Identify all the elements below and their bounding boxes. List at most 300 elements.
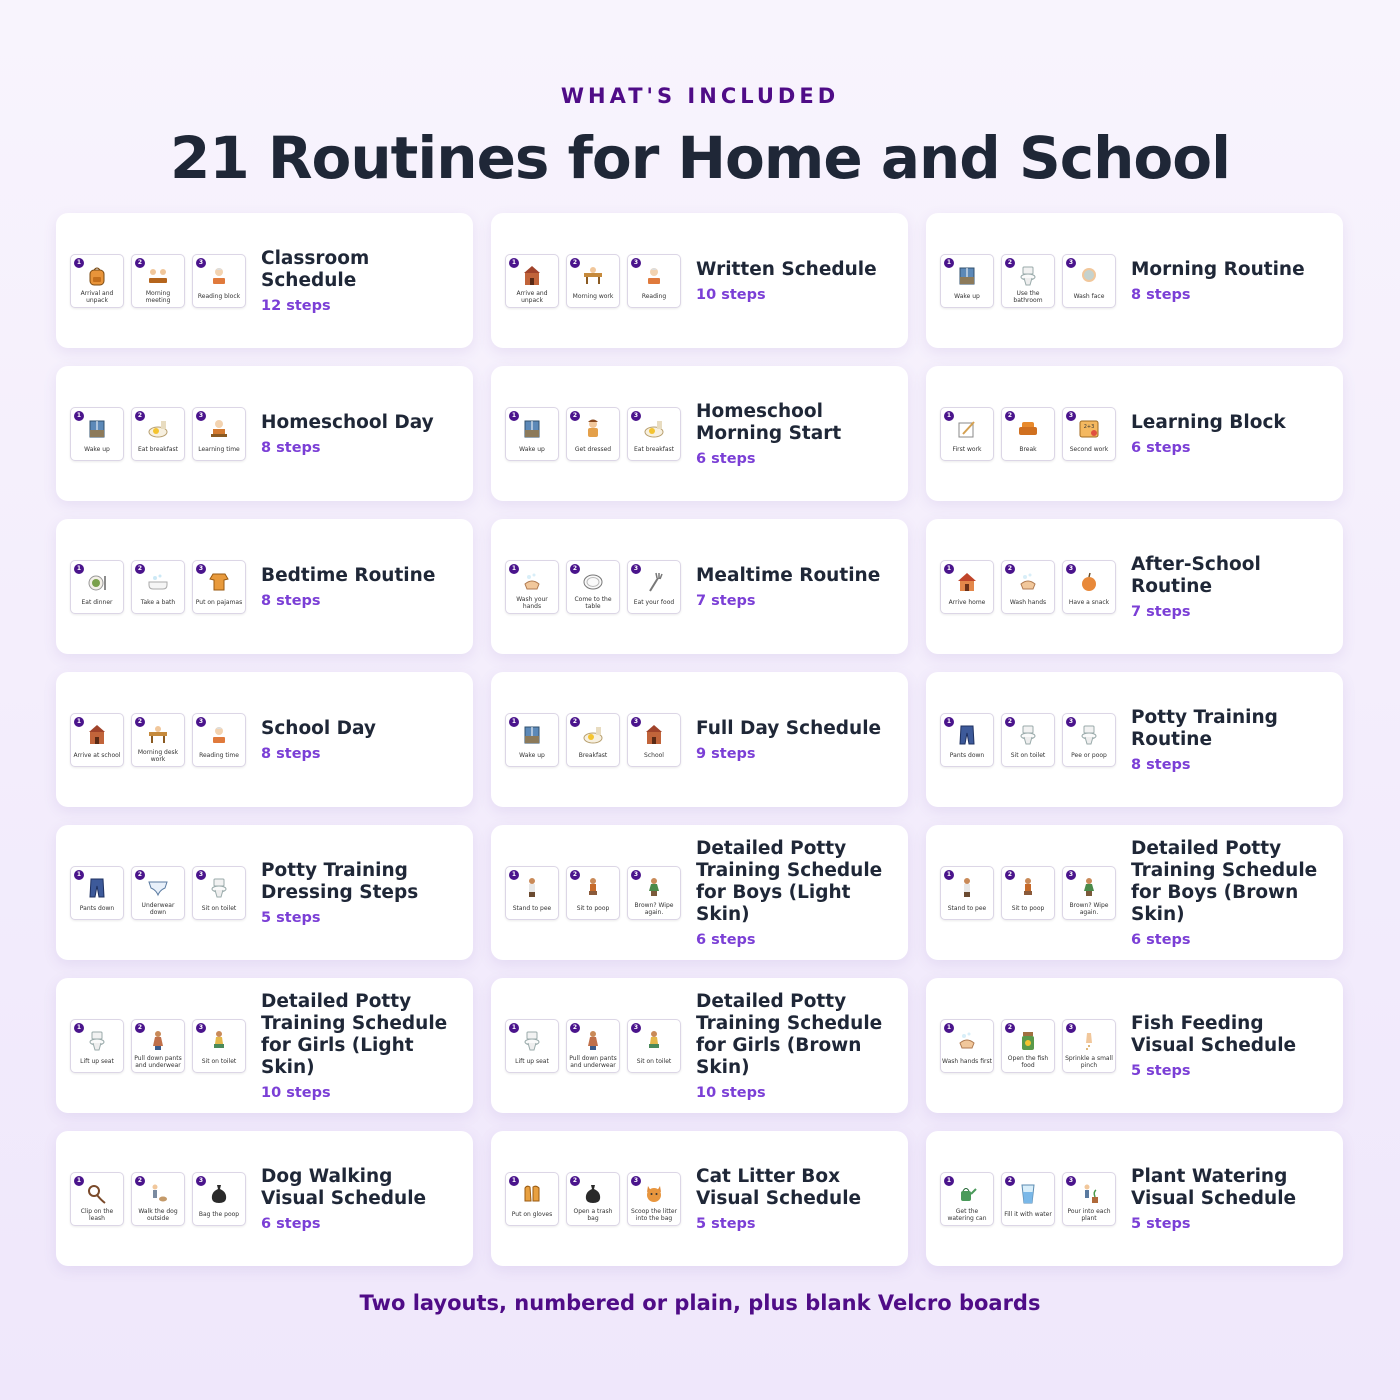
step-label: Pee or poop xyxy=(1071,752,1107,759)
routine-title: School Day xyxy=(261,717,376,739)
step-thumbnails xyxy=(505,407,681,461)
step-count: 10 steps xyxy=(261,1084,331,1101)
routine-title: Fish Feeding Visual Schedule xyxy=(1131,1012,1297,1056)
step-tile xyxy=(940,254,994,308)
step-count: 5 steps xyxy=(1131,1215,1191,1232)
routine-card xyxy=(926,1131,1343,1266)
step-tile xyxy=(1001,713,1055,767)
step-label: Eat your food xyxy=(633,599,675,606)
step-label: Arrive and unpack xyxy=(516,289,548,304)
desk-icon xyxy=(146,722,170,748)
step-thumbnails xyxy=(940,1019,1116,1073)
step-label: Learning time xyxy=(198,446,240,453)
routine-title: Learning Block xyxy=(1131,411,1286,433)
gloves-icon xyxy=(520,1181,544,1207)
routine-card xyxy=(56,366,473,501)
step-tile xyxy=(627,713,681,767)
step-number-badge: 3 xyxy=(631,258,641,268)
step-label: Reading time xyxy=(199,752,239,759)
step-number-badge: 3 xyxy=(196,258,206,268)
step-number-badge: 1 xyxy=(74,870,84,880)
routine-info xyxy=(696,838,894,948)
step-label: School xyxy=(644,752,664,759)
step-number-badge: 2 xyxy=(1005,411,1015,421)
step-thumbnails xyxy=(940,1172,1116,1226)
toilet-icon xyxy=(1016,263,1040,289)
routine-title: Written Schedule xyxy=(696,258,877,280)
step-number-badge: 2 xyxy=(570,1023,580,1033)
routine-card xyxy=(491,213,908,348)
step-label: Sit to poop xyxy=(576,905,610,912)
routine-card xyxy=(491,366,908,501)
step-number-badge: 2 xyxy=(135,1176,145,1186)
routine-card xyxy=(491,825,908,960)
step-thumbnails xyxy=(940,560,1116,614)
step-thumbnails xyxy=(505,866,681,920)
routine-title: Plant Watering Visual Schedule xyxy=(1131,1165,1297,1209)
pants-icon xyxy=(85,875,109,901)
step-tile xyxy=(70,1172,124,1226)
wash-hands-icon xyxy=(520,569,544,595)
step-number-badge: 1 xyxy=(944,564,954,574)
step-number-badge: 1 xyxy=(74,411,84,421)
step-thumbnails xyxy=(940,407,1116,461)
step-tile xyxy=(627,866,681,920)
routine-card xyxy=(56,1131,473,1266)
school-building-icon xyxy=(642,722,666,748)
step-tile xyxy=(505,1019,559,1073)
routine-card xyxy=(926,213,1343,348)
routine-info xyxy=(696,565,894,609)
step-tile xyxy=(627,1019,681,1073)
dinner-icon xyxy=(85,569,109,595)
step-tile xyxy=(505,254,559,308)
routine-info xyxy=(261,248,459,314)
step-number-badge: 1 xyxy=(74,564,84,574)
routine-card xyxy=(56,519,473,654)
routine-info xyxy=(696,991,894,1101)
step-tile xyxy=(70,713,124,767)
step-label: Scoop the litter into the bag xyxy=(630,1207,678,1222)
step-number-badge: 3 xyxy=(631,1023,641,1033)
step-tile xyxy=(505,407,559,461)
step-count: 10 steps xyxy=(696,1084,766,1101)
step-label: Pour into each plant xyxy=(1067,1207,1111,1222)
step-thumbnails xyxy=(70,560,246,614)
dog-walk-icon xyxy=(146,1181,170,1207)
plate-icon xyxy=(581,569,605,595)
wash-hands-icon xyxy=(955,1028,979,1054)
step-number-badge: 1 xyxy=(509,1023,519,1033)
step-tile xyxy=(940,1172,994,1226)
routine-info xyxy=(696,1166,894,1232)
watering-can-icon xyxy=(955,1181,979,1207)
step-label: Reading block xyxy=(197,293,241,300)
svg-text:2+3: 2+3 xyxy=(1083,423,1095,430)
step-tile xyxy=(627,1172,681,1226)
routine-title: Morning Routine xyxy=(1131,258,1305,280)
step-count: 8 steps xyxy=(261,439,321,456)
girl-standing-icon xyxy=(581,1028,605,1054)
step-number-badge: 2 xyxy=(1005,717,1015,727)
step-thumbnails xyxy=(505,713,681,767)
toilet-icon xyxy=(520,1028,544,1054)
step-count: 8 steps xyxy=(1131,756,1191,773)
step-label: Sprinkle a small pinch xyxy=(1065,1054,1113,1069)
step-tile xyxy=(505,713,559,767)
routine-info xyxy=(261,991,459,1101)
step-number-badge: 1 xyxy=(509,564,519,574)
step-tile xyxy=(566,713,620,767)
step-number-badge: 2 xyxy=(570,564,580,574)
step-number-badge: 2 xyxy=(135,564,145,574)
pajamas-icon xyxy=(207,569,231,595)
step-label: Brown? Wipe again. xyxy=(1069,901,1109,916)
toilet-icon xyxy=(1016,722,1040,748)
eyebrow-label: WHAT'S INCLUDED xyxy=(560,84,840,108)
step-tile xyxy=(1062,866,1116,920)
step-number-badge: 1 xyxy=(74,1176,84,1186)
routine-title: Potty Training Routine xyxy=(1131,706,1278,750)
routine-info xyxy=(1131,1013,1329,1079)
school-building-icon xyxy=(85,722,109,748)
step-tile xyxy=(627,254,681,308)
routine-title: Homeschool Day xyxy=(261,411,434,433)
girl-standing-icon xyxy=(146,1028,170,1054)
step-count: 7 steps xyxy=(1131,603,1191,620)
step-thumbnails xyxy=(505,1172,681,1226)
step-number-badge: 1 xyxy=(74,1023,84,1033)
step-label: Eat breakfast xyxy=(634,446,674,453)
girl-sitting-icon xyxy=(207,1028,231,1054)
house-icon xyxy=(955,569,979,595)
girl-sitting-icon xyxy=(642,1028,666,1054)
step-number-badge: 2 xyxy=(1005,1176,1015,1186)
routine-card xyxy=(56,978,473,1113)
step-number-badge: 2 xyxy=(135,870,145,880)
step-number-badge: 3 xyxy=(196,1023,206,1033)
leash-icon xyxy=(85,1181,109,1207)
step-number-badge: 2 xyxy=(135,717,145,727)
step-tile xyxy=(70,560,124,614)
step-label: Arrive home xyxy=(948,599,986,606)
step-thumbnails xyxy=(70,407,246,461)
step-label: Put on pajamas xyxy=(195,599,243,606)
routine-info xyxy=(1131,412,1329,456)
step-label: Brown? Wipe again. xyxy=(634,901,674,916)
step-label: Pants down xyxy=(79,905,115,912)
step-number-badge: 2 xyxy=(1005,1023,1015,1033)
step-count: 8 steps xyxy=(261,592,321,609)
step-tile xyxy=(131,1019,185,1073)
step-label: Get dressed xyxy=(574,446,612,453)
step-label: Wake up xyxy=(519,752,545,759)
step-label: Wake up xyxy=(954,293,980,300)
window-icon xyxy=(85,416,109,442)
step-tile xyxy=(192,254,246,308)
step-tile xyxy=(131,407,185,461)
step-tile xyxy=(940,1019,994,1073)
underwear-icon xyxy=(146,875,170,901)
step-label: First work xyxy=(952,446,982,453)
step-tile xyxy=(70,407,124,461)
step-number-badge: 1 xyxy=(509,717,519,727)
learning-icon xyxy=(207,416,231,442)
child-wiping-icon xyxy=(1077,875,1101,901)
step-number-badge: 2 xyxy=(1005,564,1015,574)
step-label: Sit on toilet xyxy=(201,905,237,912)
step-thumbnails xyxy=(940,866,1116,920)
step-thumbnails xyxy=(940,254,1116,308)
step-label: Come to the table xyxy=(574,595,612,610)
step-label: Break xyxy=(1019,446,1037,453)
step-tile xyxy=(1062,713,1116,767)
step-tile xyxy=(1062,407,1116,461)
step-tile xyxy=(627,407,681,461)
step-count: 6 steps xyxy=(1131,931,1191,948)
step-tile xyxy=(566,407,620,461)
step-tile xyxy=(566,866,620,920)
step-count: 5 steps xyxy=(696,1215,756,1232)
step-number-badge: 3 xyxy=(1066,870,1076,880)
step-number-badge: 3 xyxy=(196,564,206,574)
step-label: Clip on the leash xyxy=(80,1207,114,1222)
step-label: Wash hands first xyxy=(942,1058,992,1065)
step-count: 6 steps xyxy=(696,931,756,948)
routine-info xyxy=(1131,1166,1329,1232)
step-tile xyxy=(1001,1172,1055,1226)
step-count: 9 steps xyxy=(696,745,756,762)
routine-info xyxy=(261,718,459,762)
toilet-icon xyxy=(207,875,231,901)
toilet-icon xyxy=(85,1028,109,1054)
breakfast-icon xyxy=(581,722,605,748)
step-label: Pull down pants and underwear xyxy=(569,1054,617,1069)
step-tile xyxy=(940,407,994,461)
step-number-badge: 3 xyxy=(631,564,641,574)
backpack-icon xyxy=(85,263,109,289)
child-sitting-icon xyxy=(581,875,605,901)
dressed-child-icon xyxy=(581,416,605,442)
step-label: Pull down pants and underwear xyxy=(134,1054,182,1069)
step-label: Get the watering can xyxy=(947,1207,987,1222)
step-number-badge: 2 xyxy=(135,411,145,421)
step-number-badge: 3 xyxy=(1066,1023,1076,1033)
routine-title: Dog Walking Visual Schedule xyxy=(261,1165,427,1209)
step-label: Stand to pee xyxy=(512,905,552,912)
wash-face-icon xyxy=(1077,263,1101,289)
step-count: 5 steps xyxy=(1131,1062,1191,1079)
routine-info xyxy=(696,259,894,303)
step-label: Stand to pee xyxy=(947,905,987,912)
step-label: Morning desk work xyxy=(137,748,179,763)
routine-card xyxy=(491,519,908,654)
armchair-icon xyxy=(1016,416,1040,442)
step-count: 8 steps xyxy=(1131,286,1191,303)
step-tile xyxy=(192,1172,246,1226)
routine-title: Classroom Schedule xyxy=(261,247,370,291)
step-tile xyxy=(940,713,994,767)
breakfast-icon xyxy=(642,416,666,442)
step-tile xyxy=(192,713,246,767)
routine-card xyxy=(491,672,908,807)
routine-grid xyxy=(56,213,1343,1266)
step-label: Lift up seat xyxy=(80,1058,114,1065)
step-number-badge: 3 xyxy=(196,411,206,421)
step-tile xyxy=(192,407,246,461)
fork-icon xyxy=(642,569,666,595)
step-thumbnails xyxy=(505,560,681,614)
footer-note: Two layouts, numbered or plain, plus blank Velcro boards xyxy=(359,1291,1041,1315)
step-number-badge: 3 xyxy=(196,1176,206,1186)
step-tile xyxy=(1001,254,1055,308)
step-label: Bag the poop xyxy=(198,1211,240,1218)
step-number-badge: 1 xyxy=(944,258,954,268)
step-thumbnails xyxy=(70,1019,246,1073)
routine-info xyxy=(261,412,459,456)
step-label: Arrival and unpack xyxy=(80,289,114,304)
step-label: Open a trash bag xyxy=(573,1207,613,1222)
step-number-badge: 3 xyxy=(196,870,206,880)
routine-info xyxy=(696,401,894,467)
step-number-badge: 3 xyxy=(631,411,641,421)
step-thumbnails xyxy=(70,254,246,308)
child-standing-icon xyxy=(955,875,979,901)
step-label: Fill it with water xyxy=(1004,1211,1052,1218)
routine-title: Detailed Potty Training Schedule for Girls (Brown Skin) xyxy=(696,990,883,1078)
routine-title: Full Day Schedule xyxy=(696,717,882,739)
step-number-badge: 2 xyxy=(135,1023,145,1033)
step-number-badge: 1 xyxy=(944,870,954,880)
step-tile xyxy=(940,866,994,920)
step-tile xyxy=(566,1019,620,1073)
step-tile xyxy=(505,866,559,920)
step-count: 8 steps xyxy=(261,745,321,762)
step-tile xyxy=(566,1172,620,1226)
school-building-icon xyxy=(520,263,544,289)
step-tile xyxy=(192,1019,246,1073)
step-number-badge: 3 xyxy=(1066,411,1076,421)
routine-title: Detailed Potty Training Schedule for Boys (Brown Skin) xyxy=(1131,837,1318,925)
trash-bag-icon xyxy=(581,1181,605,1207)
reader-icon xyxy=(642,263,666,289)
step-tile xyxy=(1001,560,1055,614)
step-label: Sit on toilet xyxy=(636,1058,672,1065)
step-number-badge: 1 xyxy=(509,1176,519,1186)
step-number-badge: 3 xyxy=(631,870,641,880)
step-count: 7 steps xyxy=(696,592,756,609)
water-glass-icon xyxy=(1016,1181,1040,1207)
step-tile xyxy=(1001,407,1055,461)
step-number-badge: 2 xyxy=(135,258,145,268)
window-icon xyxy=(520,722,544,748)
step-label: Eat dinner xyxy=(81,599,113,606)
routine-card xyxy=(491,978,908,1113)
step-number-badge: 2 xyxy=(1005,258,1015,268)
step-tile xyxy=(940,560,994,614)
step-tile xyxy=(131,1172,185,1226)
routine-title: Mealtime Routine xyxy=(696,564,881,586)
child-wiping-icon xyxy=(642,875,666,901)
step-tile xyxy=(70,1019,124,1073)
step-label: Wake up xyxy=(519,446,545,453)
page-title: 21 Routines for Home and School xyxy=(169,124,1231,192)
step-number-badge: 1 xyxy=(74,717,84,727)
routine-title: Homeschool Morning Start xyxy=(696,400,842,444)
routine-card xyxy=(926,978,1343,1113)
step-label: Wash your hands xyxy=(516,595,548,610)
step-number-badge: 3 xyxy=(196,717,206,727)
routine-card xyxy=(926,366,1343,501)
step-label: Reading xyxy=(641,293,667,300)
step-thumbnails xyxy=(70,866,246,920)
step-tile xyxy=(1062,254,1116,308)
step-tile xyxy=(627,560,681,614)
step-tile xyxy=(566,254,620,308)
step-label: Morning meeting xyxy=(145,289,171,304)
bathtub-icon xyxy=(146,569,170,595)
step-number-badge: 1 xyxy=(944,1023,954,1033)
step-number-badge: 1 xyxy=(509,870,519,880)
step-label: Open the fish food xyxy=(1007,1054,1049,1069)
step-label: Walk the dog outside xyxy=(138,1207,178,1222)
step-label: Breakfast xyxy=(578,752,608,759)
step-number-badge: 1 xyxy=(944,717,954,727)
reader-icon xyxy=(207,263,231,289)
routine-info xyxy=(1131,838,1329,948)
step-thumbnails xyxy=(940,713,1116,767)
step-tile xyxy=(70,866,124,920)
routine-title: After-School Routine xyxy=(1131,553,1261,597)
step-count: 6 steps xyxy=(696,450,756,467)
step-thumbnails xyxy=(70,713,246,767)
step-number-badge: 3 xyxy=(1066,258,1076,268)
step-label: Have a snack xyxy=(1068,599,1110,606)
routine-title: Detailed Potty Training Schedule for Boys (Light Skin) xyxy=(696,837,883,925)
apple-icon xyxy=(1077,569,1101,595)
wash-hands-icon xyxy=(1016,569,1040,595)
desk-icon xyxy=(581,263,605,289)
window-icon xyxy=(955,263,979,289)
step-number-badge: 1 xyxy=(944,411,954,421)
step-tile xyxy=(566,560,620,614)
step-number-badge: 2 xyxy=(570,411,580,421)
step-tile xyxy=(1062,1019,1116,1073)
step-label: Put on gloves xyxy=(511,1211,553,1218)
step-tile xyxy=(131,713,185,767)
routine-info xyxy=(696,718,894,762)
math-card-icon xyxy=(1077,416,1101,442)
cat-icon xyxy=(642,1181,666,1207)
step-number-badge: 3 xyxy=(631,717,641,727)
step-thumbnails xyxy=(505,1019,681,1073)
step-tile xyxy=(1062,1172,1116,1226)
step-label: Use the bathroom xyxy=(1013,289,1043,304)
routine-info xyxy=(1131,554,1329,620)
step-label: Eat breakfast xyxy=(138,446,178,453)
step-tile xyxy=(1001,866,1055,920)
routine-info xyxy=(261,1166,459,1232)
step-count: 5 steps xyxy=(261,909,321,926)
trash-bag-icon xyxy=(207,1181,231,1207)
breakfast-icon xyxy=(146,416,170,442)
step-count: 6 steps xyxy=(1131,439,1191,456)
routine-card xyxy=(926,825,1343,960)
step-label: Arrive at school xyxy=(73,752,121,759)
routine-card xyxy=(926,672,1343,807)
window-icon xyxy=(520,416,544,442)
step-tile xyxy=(70,254,124,308)
